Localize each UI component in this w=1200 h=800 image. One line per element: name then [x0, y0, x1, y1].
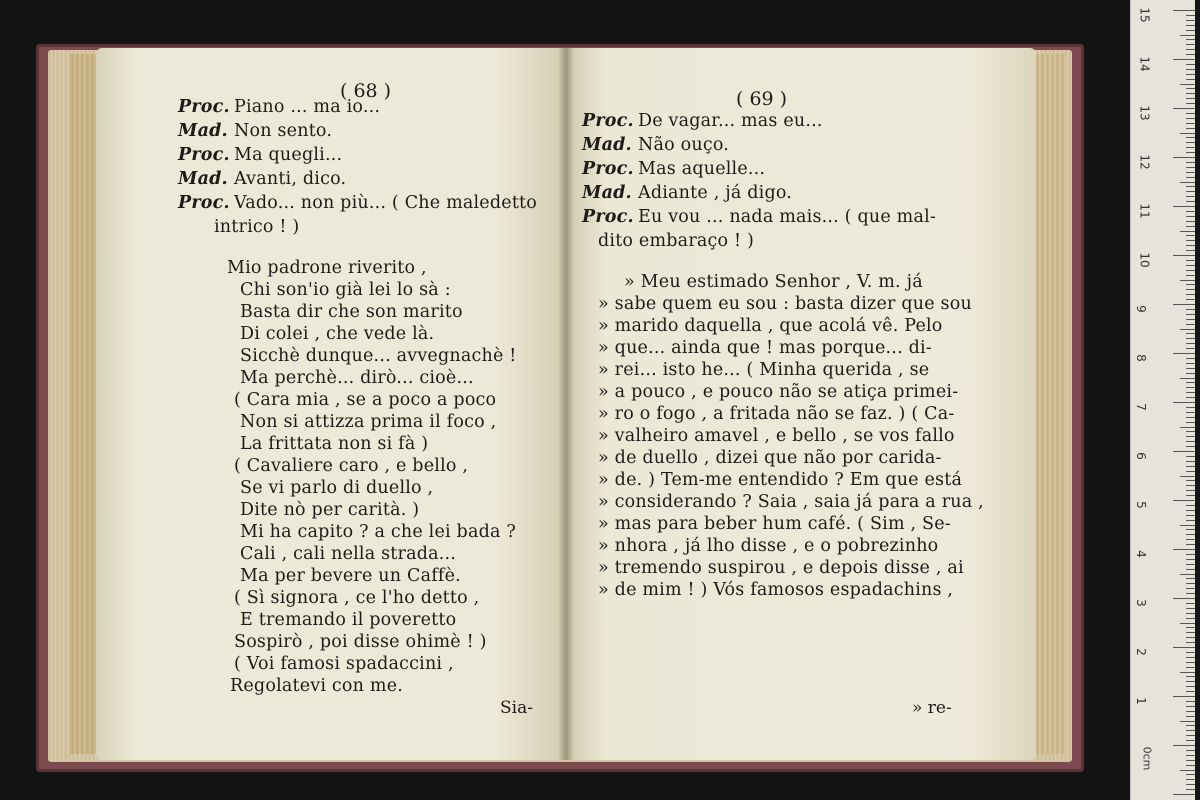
ruler-tick	[1186, 270, 1195, 271]
speaker-name: Proc.	[178, 97, 230, 117]
ruler-tick	[1173, 206, 1195, 207]
ruler-tick	[1186, 49, 1195, 50]
prose-line: » nhora , já lho disse , e o pobrezinho	[598, 536, 939, 556]
ruler-tick	[1186, 564, 1195, 565]
dialogue-text: Mas aquelle...	[638, 159, 766, 179]
ruler-tick	[1186, 333, 1195, 334]
dialogue-continuation: intrico ! )	[214, 217, 300, 237]
ruler-tick	[1186, 30, 1195, 31]
ruler-number: 8	[1133, 354, 1148, 362]
ruler-number: 3	[1133, 599, 1148, 607]
prose-line: » de mim ! ) Vós famosos espadachins ,	[598, 580, 954, 600]
dialogue-text: De vagar... mas eu...	[638, 111, 823, 131]
prose-line: » sabe quem eu sou : basta dizer que sou	[598, 294, 972, 314]
verse-line: ( Cavaliere caro , e bello ,	[234, 456, 469, 476]
ruler-tick	[1173, 255, 1195, 256]
ruler-tick	[1186, 260, 1195, 261]
dialogue-line	[178, 193, 537, 213]
verse-line: Regolatevi con me.	[230, 676, 404, 696]
ruler-tick	[1186, 539, 1195, 540]
ruler-tick	[1186, 417, 1195, 418]
ruler-tick	[1186, 618, 1195, 619]
ruler-tick	[1186, 662, 1195, 663]
verse-line: Sospirò , poi disse ohimè ! )	[234, 632, 487, 652]
ruler-tick	[1180, 427, 1195, 428]
prose-line: » ro o fogo , a fritada não se faz. ) ( Ca-	[598, 404, 955, 424]
ruler-tick	[1186, 701, 1195, 702]
ruler-tick	[1186, 373, 1195, 374]
ruler-tick	[1186, 324, 1195, 325]
ruler-tick	[1186, 123, 1195, 124]
ruler-tick	[1186, 147, 1195, 148]
ruler-tick	[1186, 456, 1195, 457]
ruler-tick	[1186, 240, 1195, 241]
ruler-tick	[1186, 755, 1195, 756]
ruler-tick	[1186, 382, 1195, 383]
ruler-tick	[1173, 108, 1195, 109]
ruler-tick	[1186, 245, 1195, 246]
ruler-tick	[1186, 167, 1195, 168]
ruler-tick	[1186, 578, 1195, 579]
ruler-number: 1	[1133, 697, 1148, 705]
speaker-name: Mad.	[582, 135, 632, 155]
speaker-name: Mad.	[178, 121, 228, 141]
ruler-tick	[1180, 476, 1195, 477]
left-page	[96, 48, 566, 760]
prose-line: » de duello , dizei que não por carida-	[598, 448, 942, 468]
ruler-tick	[1186, 627, 1195, 628]
ruler-tick	[1173, 745, 1195, 746]
verse-line: Di colei , che vede là.	[240, 324, 435, 344]
ruler-tick	[1186, 98, 1195, 99]
ruler-tick	[1186, 201, 1195, 202]
speaker-name: Mad.	[582, 183, 632, 203]
ruler-tick	[1186, 740, 1195, 741]
ruler-tick	[1186, 750, 1195, 751]
prose-line: » considerando ? Saia , saia já para a rua ,	[598, 492, 984, 512]
ruler-tick	[1186, 177, 1195, 178]
dialogue-text: Non sento.	[234, 121, 333, 141]
ruler-tick	[1186, 554, 1195, 555]
ruler-tick	[1186, 613, 1195, 614]
ruler-tick	[1186, 137, 1195, 138]
ruler-tick	[1180, 378, 1195, 379]
speaker-name: Proc.	[178, 193, 230, 213]
ruler-tick	[1186, 422, 1195, 423]
ruler-tick	[1186, 446, 1195, 447]
dialogue-line	[178, 145, 342, 165]
ruler-tick	[1186, 152, 1195, 153]
ruler-tick	[1186, 681, 1195, 682]
ruler-tick	[1186, 93, 1195, 94]
ruler-tick	[1186, 275, 1195, 276]
ruler-tick	[1186, 412, 1195, 413]
ruler-tick	[1180, 525, 1195, 526]
ruler-tick	[1186, 765, 1195, 766]
ruler-tick	[1186, 716, 1195, 717]
prose-line: » Meu estimado Senhor , V. m. já	[624, 272, 923, 292]
ruler-tick	[1180, 231, 1195, 232]
dialogue-line	[582, 111, 823, 131]
ruler-tick	[1186, 348, 1195, 349]
verse-line: ( Cara mia , se a poco a poco	[234, 390, 497, 410]
ruler-tick	[1186, 461, 1195, 462]
ruler-tick	[1186, 441, 1195, 442]
ruler-tick	[1186, 54, 1195, 55]
ruler-tick	[1186, 534, 1195, 535]
ruler-tick	[1186, 490, 1195, 491]
dialogue-text: Piano ... ma io...	[234, 97, 381, 117]
verse-line: Se vi parlo di duello ,	[240, 478, 434, 498]
ruler-tick	[1180, 623, 1195, 624]
verse-line: Chi son'io già lei lo sà :	[240, 280, 451, 300]
verse-line: Sicchè dunque... avvegnachè !	[240, 346, 517, 366]
dialogue-line	[178, 169, 346, 189]
ruler-tick	[1186, 226, 1195, 227]
dialogue-line	[178, 121, 332, 141]
speaker-name: Proc.	[582, 207, 634, 227]
ruler-tick	[1186, 284, 1195, 285]
speaker-name: Proc.	[178, 145, 230, 165]
ruler-tick	[1186, 79, 1195, 80]
dialogue-line	[582, 207, 936, 227]
catchword: Sia-	[500, 698, 533, 718]
ruler-tick	[1186, 118, 1195, 119]
ruler-tick	[1173, 451, 1195, 452]
ruler-tick	[1173, 549, 1195, 550]
ruler-tick	[1186, 593, 1195, 594]
dialogue-continuation: dito embaraço ! )	[598, 231, 755, 251]
ruler-number: 7	[1133, 403, 1148, 411]
ruler-tick	[1186, 211, 1195, 212]
ruler-number: 2	[1133, 648, 1148, 656]
ruler-tick	[1186, 64, 1195, 65]
dialogue-text: Avanti, dico.	[234, 169, 347, 189]
right-page	[566, 48, 1036, 760]
ruler-tick	[1186, 15, 1195, 16]
dialogue-line	[582, 183, 792, 203]
left-page-number: ( 68 )	[340, 80, 392, 102]
prose-line: » marido daquella , que acolá vê. Pelo	[598, 316, 943, 336]
verse-line: ( Voi famosi spadaccini ,	[234, 654, 454, 674]
dialogue-text: Vado... non più... ( Che maledetto	[234, 193, 538, 213]
prose-line: » de. ) Tem-me entendido ? Em que está	[598, 470, 963, 490]
ruler-tick	[1180, 574, 1195, 575]
ruler-tick	[1180, 182, 1195, 183]
ruler-tick	[1186, 495, 1195, 496]
ruler-tick	[1186, 485, 1195, 486]
dialogue-text: Ma quegli...	[234, 145, 343, 165]
verse-line: La frittata non si fà )	[240, 434, 429, 454]
ruler-number: 12	[1137, 154, 1152, 170]
ruler-tick	[1186, 103, 1195, 104]
ruler-tick	[1186, 529, 1195, 530]
ruler-tick	[1186, 216, 1195, 217]
prose-line: » tremendo suspirou , e depois disse , ai	[598, 558, 964, 578]
prose-line: » a pouco , e pouco não se atiça primei-	[598, 382, 959, 402]
ruler-tick	[1186, 221, 1195, 222]
ruler-tick	[1186, 74, 1195, 75]
ruler-tick	[1186, 466, 1195, 467]
ruler-tick	[1186, 319, 1195, 320]
prose-line: » mas para beber hum café. ( Sim , Se-	[598, 514, 951, 534]
ruler-tick	[1186, 583, 1195, 584]
ruler-tick	[1186, 299, 1195, 300]
ruler-tick	[1186, 191, 1195, 192]
ruler-tick	[1186, 730, 1195, 731]
ruler-tick	[1173, 500, 1195, 501]
ruler-tick	[1186, 686, 1195, 687]
ruler-tick	[1186, 789, 1195, 790]
ruler-tick	[1186, 20, 1195, 21]
ruler-tick	[1186, 314, 1195, 315]
ruler-tick	[1186, 235, 1195, 236]
ruler-tick	[1180, 329, 1195, 330]
ruler-tick	[1186, 559, 1195, 560]
ruler-tick	[1186, 603, 1195, 604]
ruler-tick	[1186, 172, 1195, 173]
ruler-tick	[1186, 637, 1195, 638]
book-gutter	[558, 48, 574, 760]
speaker-name: Proc.	[582, 111, 634, 131]
ruler-tick	[1186, 392, 1195, 393]
ruler-tick	[1186, 186, 1195, 187]
ruler-tick	[1186, 544, 1195, 545]
ruler-tick	[1186, 760, 1195, 761]
prose-line: » rei... isto he... ( Minha querida , se	[598, 360, 930, 380]
ruler-tick	[1186, 569, 1195, 570]
ruler-tick	[1186, 338, 1195, 339]
speaker-name: Mad.	[178, 169, 228, 189]
catchword: » re-	[912, 698, 952, 718]
right-page-number: ( 69 )	[736, 88, 788, 110]
ruler-tick	[1186, 407, 1195, 408]
ruler-tick	[1186, 505, 1195, 506]
ruler-tick	[1186, 387, 1195, 388]
ruler-tick	[1186, 515, 1195, 516]
ruler-number: 15	[1137, 7, 1152, 23]
ruler-tick	[1186, 510, 1195, 511]
ruler-tick	[1186, 652, 1195, 653]
dialogue-line	[582, 135, 729, 155]
ruler-tick	[1173, 10, 1195, 11]
ruler-tick	[1186, 88, 1195, 89]
ruler-tick	[1186, 632, 1195, 633]
ruler-tick	[1180, 770, 1195, 771]
ruler-tick	[1180, 133, 1195, 134]
ruler-tick	[1186, 725, 1195, 726]
ruler-tick	[1186, 642, 1195, 643]
dialogue-line	[582, 159, 765, 179]
ruler-tick	[1186, 69, 1195, 70]
ruler-tick	[1173, 304, 1195, 305]
ruler-tick	[1186, 608, 1195, 609]
verse-line: Mio padrone riverito ,	[227, 258, 427, 278]
verse-line: Mi ha capito ? a che lei bada ?	[240, 522, 516, 542]
ruler-tick	[1173, 647, 1195, 648]
ruler-tick	[1180, 672, 1195, 673]
ruler-number: 5	[1133, 501, 1148, 509]
ruler-number: 10	[1137, 252, 1152, 268]
verse-line: E tremando il poveretto	[240, 610, 457, 630]
ruler-tick	[1186, 735, 1195, 736]
dialogue-text: Eu vou ... nada mais... ( que mal-	[638, 207, 936, 227]
ruler-tick	[1186, 289, 1195, 290]
ruler-tick	[1186, 363, 1195, 364]
ruler-number: 4	[1133, 550, 1148, 558]
ruler-tick	[1173, 598, 1195, 599]
ruler-tick	[1186, 774, 1195, 775]
ruler-tick	[1186, 142, 1195, 143]
dialogue-text: Adiante , já digo.	[638, 183, 793, 203]
ruler-number: 14	[1137, 56, 1152, 72]
ruler-tick	[1186, 113, 1195, 114]
ruler-tick	[1173, 353, 1195, 354]
ruler-tick	[1180, 35, 1195, 36]
ruler-tick	[1186, 588, 1195, 589]
ruler-tick	[1186, 431, 1195, 432]
dialogue-text: Não ouço.	[638, 135, 730, 155]
ruler-tick	[1186, 706, 1195, 707]
verse-line: Non si attizza prima il foco ,	[240, 412, 497, 432]
ruler-tick	[1186, 711, 1195, 712]
ruler-tick	[1186, 520, 1195, 521]
verse-line: Ma per bevere un Caffè.	[240, 566, 461, 586]
ruler-tick	[1180, 84, 1195, 85]
ruler-tick	[1186, 676, 1195, 677]
ruler-tick	[1186, 480, 1195, 481]
ruler-tick	[1186, 44, 1195, 45]
ruler-tick	[1186, 471, 1195, 472]
ruler-tick	[1173, 59, 1195, 60]
ruler-number: 6	[1133, 452, 1148, 460]
ruler-tick	[1186, 265, 1195, 266]
ruler-tick	[1173, 794, 1195, 795]
ruler-tick	[1186, 343, 1195, 344]
ruler-number: 9	[1133, 305, 1148, 313]
verse-line: Dite nò per carità. )	[240, 500, 420, 520]
ruler-tick	[1186, 657, 1195, 658]
ruler-tick	[1186, 691, 1195, 692]
ruler-tick	[1186, 162, 1195, 163]
dialogue-line	[178, 97, 380, 117]
ruler-tick	[1173, 157, 1195, 158]
ruler-unit: 0cm	[1140, 746, 1154, 771]
ruler-tick	[1186, 358, 1195, 359]
measuring-ruler	[1130, 0, 1195, 800]
speaker-name: Proc.	[582, 159, 634, 179]
prose-line: » que... ainda que ! mas porque... di-	[598, 338, 932, 358]
ruler-tick	[1180, 280, 1195, 281]
ruler-tick	[1186, 294, 1195, 295]
ruler-number: 11	[1137, 203, 1152, 219]
ruler-tick	[1173, 402, 1195, 403]
ruler-tick	[1186, 667, 1195, 668]
ruler-tick	[1186, 779, 1195, 780]
ruler-tick	[1186, 368, 1195, 369]
ruler-tick	[1186, 39, 1195, 40]
ruler-tick	[1173, 696, 1195, 697]
verse-line: Ma perchè... dirò... cioè...	[240, 368, 474, 388]
verse-line: Cali , cali nella strada...	[240, 544, 457, 564]
ruler-tick	[1186, 25, 1195, 26]
prose-line: » valheiro amavel , e bello , se vos fallo	[598, 426, 955, 446]
ruler-tick	[1186, 784, 1195, 785]
ruler-tick	[1186, 250, 1195, 251]
ruler-tick	[1186, 196, 1195, 197]
ruler-tick	[1186, 397, 1195, 398]
ruler-tick	[1186, 128, 1195, 129]
ruler-tick	[1186, 436, 1195, 437]
ruler-tick	[1180, 721, 1195, 722]
ruler-tick	[1186, 309, 1195, 310]
verse-line: Basta dir che son marito	[240, 302, 463, 322]
verse-line: ( Sì signora , ce l'ho detto ,	[234, 588, 480, 608]
ruler-number: 13	[1137, 105, 1152, 121]
